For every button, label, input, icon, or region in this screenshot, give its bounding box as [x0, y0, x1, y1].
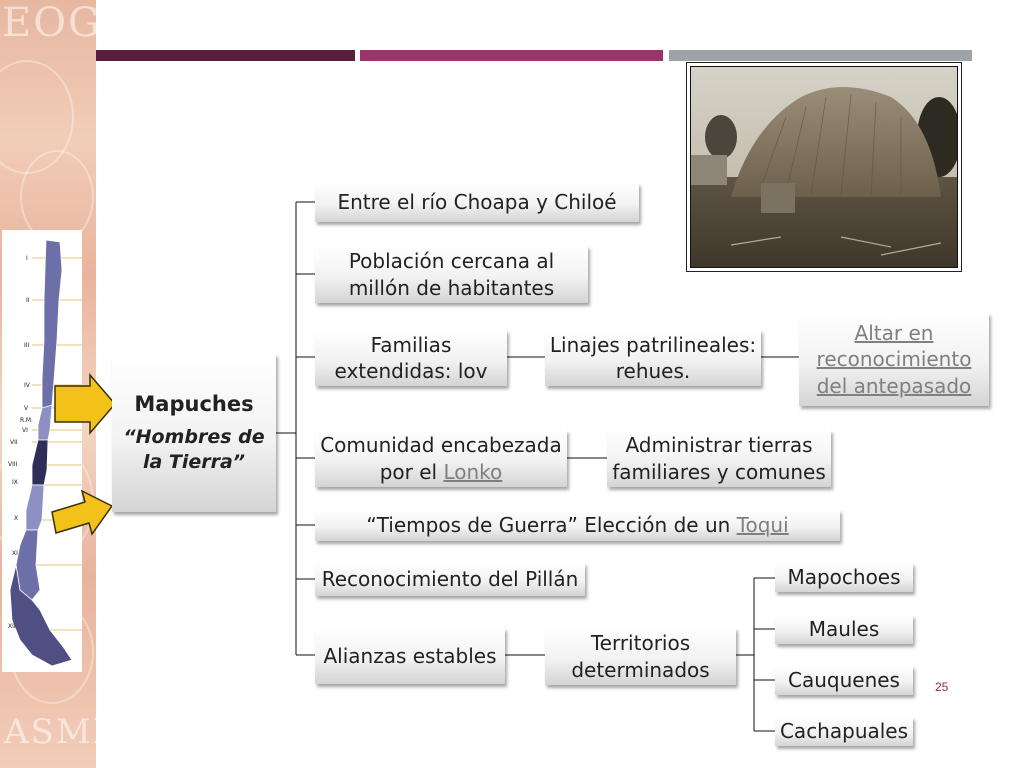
node-lineages-line2: rehues.: [615, 359, 691, 383]
altar-line1: Altar en: [854, 320, 934, 345]
lonko-link[interactable]: Lonko: [443, 459, 503, 484]
svg-text:I: I: [26, 255, 28, 262]
node-altar-link[interactable]: [799, 313, 989, 406]
root-node-mapuches: [112, 354, 276, 512]
node-pillan-label: Reconocimiento del Pillán: [321, 567, 579, 592]
decorative-watermark-top: EOG: [2, 0, 102, 46]
root-subtitle-line2: la Tierra”: [142, 450, 246, 473]
node-territories-line2: determinados: [571, 657, 710, 682]
node-population-line1: Población cercana al: [348, 249, 555, 274]
root-subtitle: [123, 425, 264, 474]
node-lands: [607, 430, 831, 487]
node-lineages: [545, 330, 761, 386]
svg-text:V: V: [24, 405, 29, 412]
decorative-watermark-bottom: ASMES: [4, 712, 145, 752]
node-lands-line2: familiares y comunes: [612, 459, 826, 484]
node-war-times: [315, 510, 840, 541]
node-war-times-label: “Tiempos de Guerra” Elección de un: [366, 513, 731, 538]
node-population-line2: millón de habitantes: [348, 275, 555, 300]
node-community-line2-prefix: por el: [379, 459, 444, 484]
tribe-cauquenes: [775, 666, 913, 695]
tribe-label: Mapochoes: [787, 565, 901, 590]
node-alliances: [315, 628, 505, 684]
svg-text:IV: IV: [24, 382, 30, 389]
altar-line3: del antepasado: [816, 373, 972, 398]
tribe-label: Maules: [808, 617, 880, 642]
svg-text:XII: XII: [8, 623, 16, 630]
tribe-label: Cauquenes: [788, 668, 900, 693]
svg-text:XI: XI: [12, 550, 18, 557]
node-lineages-line1: Linajes patrilineales:: [549, 332, 757, 357]
altar-link-text[interactable]: [817, 320, 972, 399]
node-families-line2: extendidas: lov: [334, 359, 488, 383]
root-subtitle-line1: “Hombres de: [123, 426, 265, 449]
svg-text:VII: VII: [10, 439, 18, 446]
svg-text:X: X: [14, 515, 19, 522]
tribe-maules: [775, 615, 913, 644]
page-number: 25: [935, 680, 949, 694]
node-families: [315, 330, 507, 386]
node-territories-line1: Territorios: [590, 631, 691, 656]
node-alliances-label: Alianzas estables: [323, 643, 497, 668]
node-pillan: [315, 563, 585, 596]
svg-text:IX: IX: [12, 479, 18, 486]
svg-text:R.M.: R.M.: [20, 417, 33, 424]
svg-text:II: II: [26, 297, 30, 304]
altar-line2: reconocimiento: [816, 347, 972, 372]
tribe-mapochoes: [775, 563, 913, 592]
node-territory-label: Entre el río Choapa y Chiloé: [337, 190, 617, 215]
node-territory: [315, 183, 639, 222]
tribe-label: Cachapuales: [779, 719, 909, 744]
svg-text:III: III: [24, 342, 30, 349]
root-title: Mapuches: [134, 392, 254, 417]
node-territories: [545, 628, 736, 685]
node-lands-line1: Administrar tierras: [625, 433, 813, 458]
node-community: [315, 430, 567, 487]
node-population: [315, 246, 588, 303]
tribe-cachapuales: [775, 717, 913, 746]
svg-text:VIII: VIII: [8, 461, 18, 468]
toqui-link[interactable]: Toqui: [736, 513, 789, 538]
svg-text:VI: VI: [22, 427, 28, 434]
node-families-line1: Familias: [370, 332, 452, 357]
node-community-line1: Comunidad encabezada: [320, 433, 562, 458]
